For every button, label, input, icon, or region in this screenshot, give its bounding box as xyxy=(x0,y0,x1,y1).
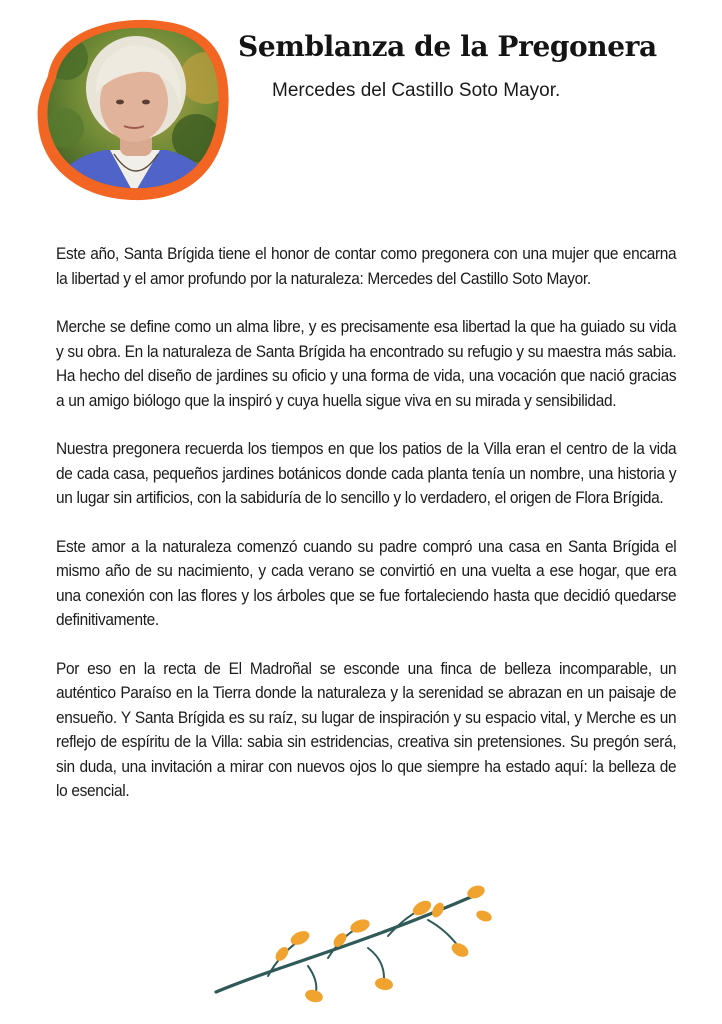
paragraph-4: Este amor a la naturaleza comenzó cuando su padre compró una casa en Santa Brígida el mismo año de su nacimiento, y cada verano se convirtió en una vuelta a ese hogar, que era una conexión con las flores y los árboles que se fue fortaleciendo hasta que decidió quedarse definitivamente. xyxy=(56,536,677,629)
article-body xyxy=(56,242,676,828)
branch-decoration xyxy=(208,880,508,1010)
paragraph-2: Merche se define como un alma libre, y es precisamente esa libertad la que ha guiado su vida y su obra. En la naturaleza de Santa Brígida ha encontrado su refugio y su maestra más sabia. Ha hecho del diseño de jardines su oficio y una forma de vida, una vocación que nació gracias a un amigo biólogo que la inspiró y cuya huella sigue viva en su mirada y sensibilidad. xyxy=(56,317,677,410)
page-title: Semblanza de la Pregonera xyxy=(238,30,657,63)
paragraph-1: Este año, Santa Brígida tiene el honor de contar como pregonera con una mujer que encarna la libertad y el amor profundo por la naturaleza: Mercedes del Castillo Soto Mayor. xyxy=(56,244,677,288)
portrait-photo xyxy=(36,18,232,202)
paragraph-3: Nuestra pregonera recuerda los tiempos en que los patios de la Villa eran el centro de la vida de cada casa, pequeños jardines botánicos donde cada planta tenía un nombre, una historia y un lugar sin artificios, con la sabiduría de lo sencillo y lo verdadero, el origen de Flora Brígida. xyxy=(56,439,677,507)
paragraph-5: Por eso en la recta de El Madroñal se esconde una finca de belleza incomparable, un auténtico Paraíso en la Tierra donde la naturaleza y la serenidad se abrazan en un paisaje de ensueño. Y Santa Brígida es su raíz, su lugar de inspiración y su espacio vital, y Merche es un reflejo de espíritu de la Villa: sabia sin estridencias, creativa sin pretensiones. Su pregón será, sin duda, una invitación a mirar con nuevos ojos lo que siempre ha estado aquí: la belleza de lo esencial. xyxy=(56,658,677,800)
portrait-image xyxy=(36,18,232,202)
pregonera-name: Mercedes del Castillo Soto Mayor. xyxy=(272,80,561,101)
branch-icon xyxy=(208,880,508,1010)
